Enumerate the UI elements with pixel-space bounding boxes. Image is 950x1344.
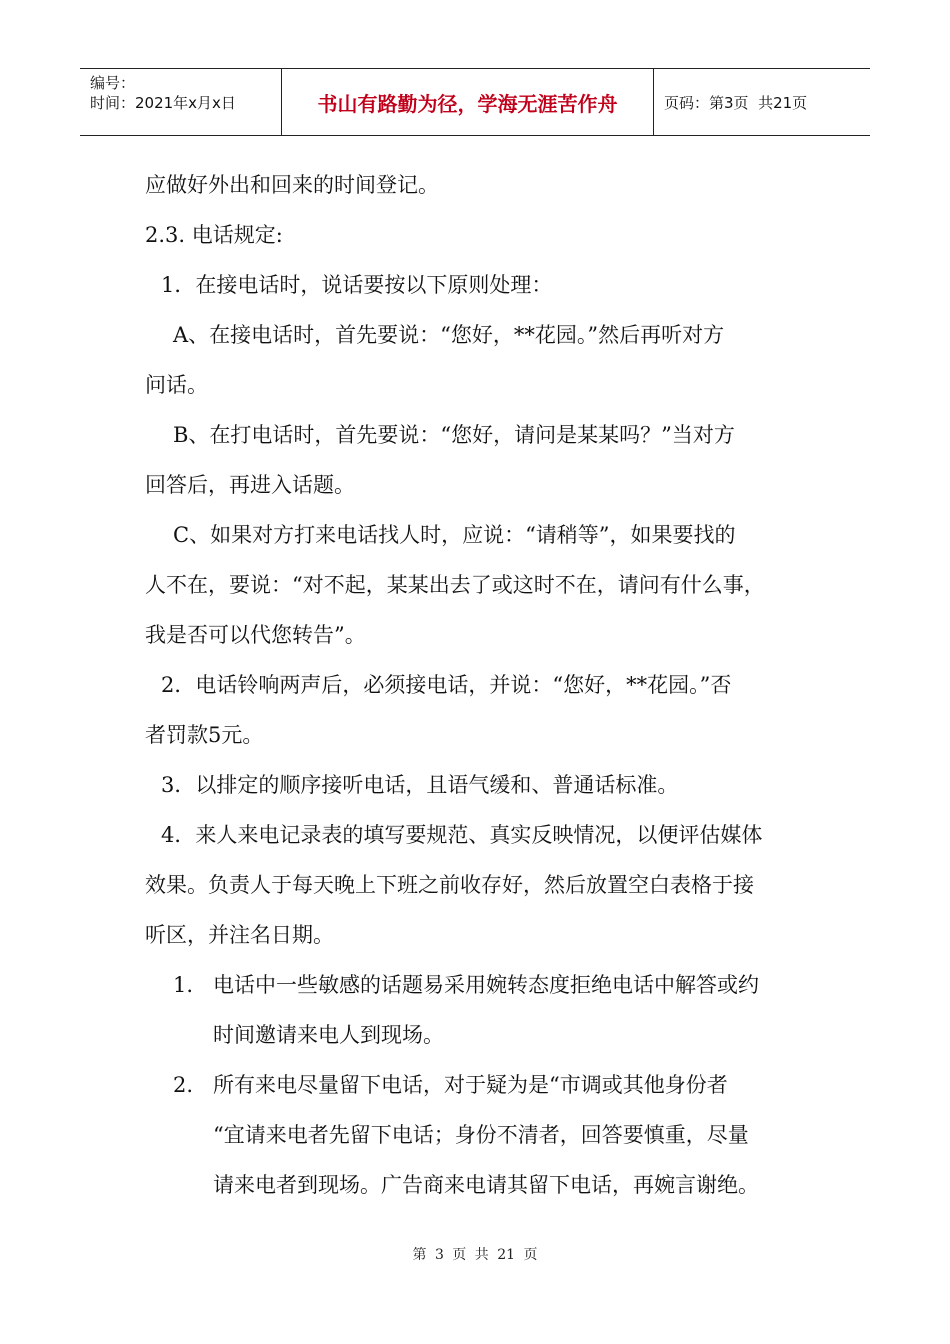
header-motto: 书山有路勤为径，学海无涯苦作舟 bbox=[282, 69, 654, 135]
document-number-label: 编号： bbox=[90, 74, 136, 92]
rule-2-line-2: 者罚款5元。 bbox=[145, 723, 264, 747]
sub-item-1-number: 1. bbox=[173, 973, 194, 997]
header-page-info bbox=[654, 69, 870, 135]
header-meta bbox=[80, 69, 282, 135]
rule-b-line-1: B、在打电话时，首先要说：“您好，请问是某某吗？”当对方 bbox=[173, 423, 735, 447]
rule-c-line-2: 人不在，要说：“对不起，某某出去了或这时不在，请问有什么事， bbox=[145, 573, 765, 597]
rule-4-line-1: 4．来人来电记录表的填写要规范、真实反映情况，以便评估媒体 bbox=[161, 823, 763, 847]
page-header bbox=[80, 68, 870, 136]
sub-item-1-text: 电话中一些敏感的话题易采用婉转态度拒绝电话中解答或约 bbox=[213, 973, 759, 997]
document-date: 时间：2021年x月x日 bbox=[90, 94, 236, 112]
rule-c-line-3: 我是否可以代您转告”。 bbox=[145, 623, 366, 647]
paragraph-line: 应做好外出和回来的时间登记。 bbox=[145, 173, 439, 197]
sub-item-2-line-3: 请来电者到现场。广告商来电请其留下电话，再婉言谢绝。 bbox=[213, 1173, 759, 1197]
rule-c-line-1: C、如果对方打来电话找人时，应说：“请稍等”，如果要找的 bbox=[173, 523, 736, 547]
sub-item-2-text: 所有来电尽量留下电话，对于疑为是“市调或其他身份者 bbox=[213, 1073, 728, 1097]
rule-4-line-3: 听区，并注名日期。 bbox=[145, 923, 334, 947]
rule-a-line-1: A、在接电话时，首先要说：“您好，**花园。”然后再听对方 bbox=[173, 323, 725, 347]
document-body bbox=[145, 160, 825, 1210]
sub-item-2-line-2: “宜请来电者先留下电话；身份不清者，回答要慎重，尽量 bbox=[213, 1123, 749, 1147]
rule-b-line-2: 回答后，再进入话题。 bbox=[145, 473, 355, 497]
rule-a-line-2: 问话。 bbox=[145, 373, 208, 397]
page-footer: 第 3 页 共 21 页 bbox=[412, 1247, 538, 1263]
sub-item-1-line-2: 时间邀请来电人到现场。 bbox=[213, 1023, 444, 1047]
section-heading: 2.3. 电话规定: bbox=[145, 223, 283, 247]
sub-item-2-line-1 bbox=[145, 1060, 825, 1110]
rule-4-line-2: 效果。负责人于每天晚上下班之前收存好，然后放置空白表格于接 bbox=[145, 873, 754, 897]
rule-3: 3．以排定的顺序接听电话，且语气缓和、普通话标准。 bbox=[161, 773, 679, 797]
rule-2-line-1: 2．电话铃响两声后，必须接电话，并说：“您好，**花园。”否 bbox=[161, 673, 732, 697]
sub-item-1-line-1 bbox=[145, 960, 825, 1010]
sub-item-2-number: 2. bbox=[173, 1073, 194, 1097]
header-page-label: 页码：第3页 共21页 bbox=[664, 93, 808, 112]
rule-1: 1．在接电话时，说话要按以下原则处理： bbox=[161, 273, 553, 297]
